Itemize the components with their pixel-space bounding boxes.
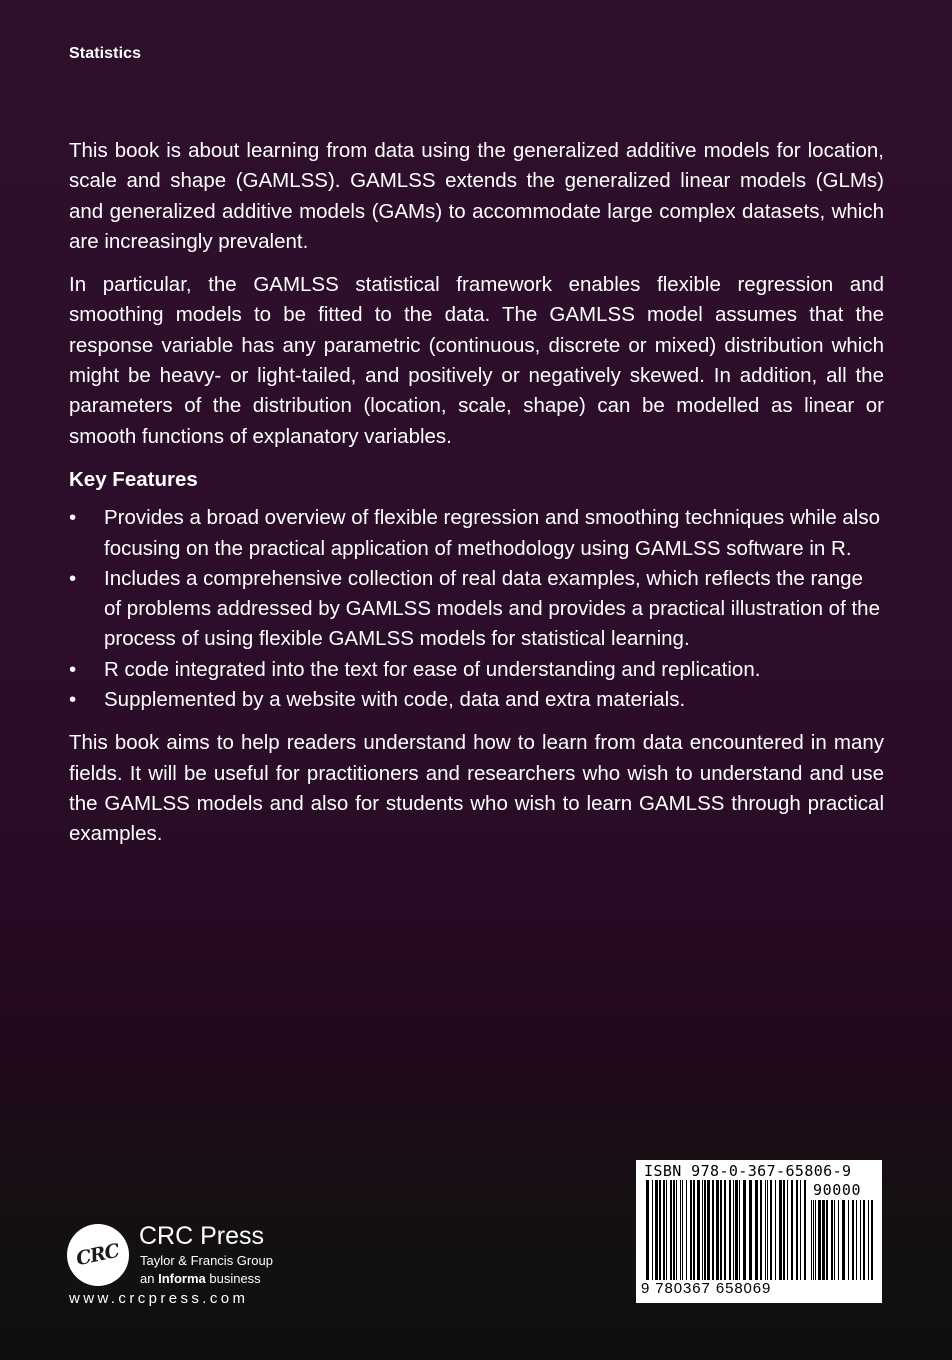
bullet-icon: • <box>69 657 77 681</box>
publisher-informa: an Informa business <box>140 1271 261 1286</box>
addon-bars-icon <box>811 1200 873 1280</box>
bullet-icon: • <box>69 688 77 712</box>
closing-paragraph: This book aims to help readers understand how to learn from data encountered in many fields. It will be useful for practitioners and researchers who wish to understand and use the GAMLSS models and also for students who wish to learn GAMLSS through practical examples. <box>69 731 884 846</box>
key-features-heading: Key Features <box>69 467 198 491</box>
category-label: Statistics <box>69 45 142 62</box>
intro-paragraph-1: This book is about learning from data using the generalized additive models for location, scale and shape (GAMLSS). GAMLSS extends the generalized linear models (GLMs) and generalized additive models (GAMs) to accommodate large complex datasets, which are increasingly prevalent. <box>69 139 884 253</box>
back-cover-text <box>69 136 884 863</box>
isbn-number: ISBN 978-0-367-65806-9 <box>644 1162 852 1180</box>
feature-item: • R code integrated into the text for ease of understanding and replication. <box>69 655 884 685</box>
barcode-digits: 9 780367 658069 <box>641 1280 772 1297</box>
publisher-group: Taylor & Francis Group <box>140 1253 273 1268</box>
barcode-bars-icon <box>646 1180 806 1280</box>
publisher-name: CRC Press <box>139 1222 265 1250</box>
bullet-icon: • <box>69 566 77 590</box>
intro-paragraph-2: In particular, the GAMLSS statistical framework enables flexible regression and smoothing models to be fitted to the data. The GAMLSS model assumes that the response variable has any parametric (continuous, discrete or mixed) distribution which might be heavy- or light-tailed, and positively or negatively skewed. In addition, all the parameters of the distribution (location, scale, shape) can be modelled as linear or smooth functions of explanatory variables. <box>69 273 884 448</box>
bullet-icon: • <box>69 506 77 530</box>
crc-logo-text: CRC <box>74 1239 122 1271</box>
key-features-list <box>69 503 884 715</box>
price-addon: 90000 <box>813 1181 862 1199</box>
isbn-barcode <box>636 1160 882 1303</box>
publisher-block <box>67 1222 327 1317</box>
feature-item: • Supplemented by a website with code, data and extra materials. <box>69 685 884 715</box>
feature-item: • Includes a comprehensive collection of real data examples, which reflects the range of problems addressed by GAMLSS models and provides a practical illustration of the process of using flexible GAMLSS models for statistical learning. <box>69 564 884 655</box>
crc-logo-icon <box>67 1224 129 1286</box>
feature-item: • Provides a broad overview of flexible regression and smoothing techniques while also focusing on the practical application of methodology using GAMLSS software in R. <box>69 503 884 564</box>
publisher-url[interactable]: www.crcpress.com <box>69 1290 249 1307</box>
